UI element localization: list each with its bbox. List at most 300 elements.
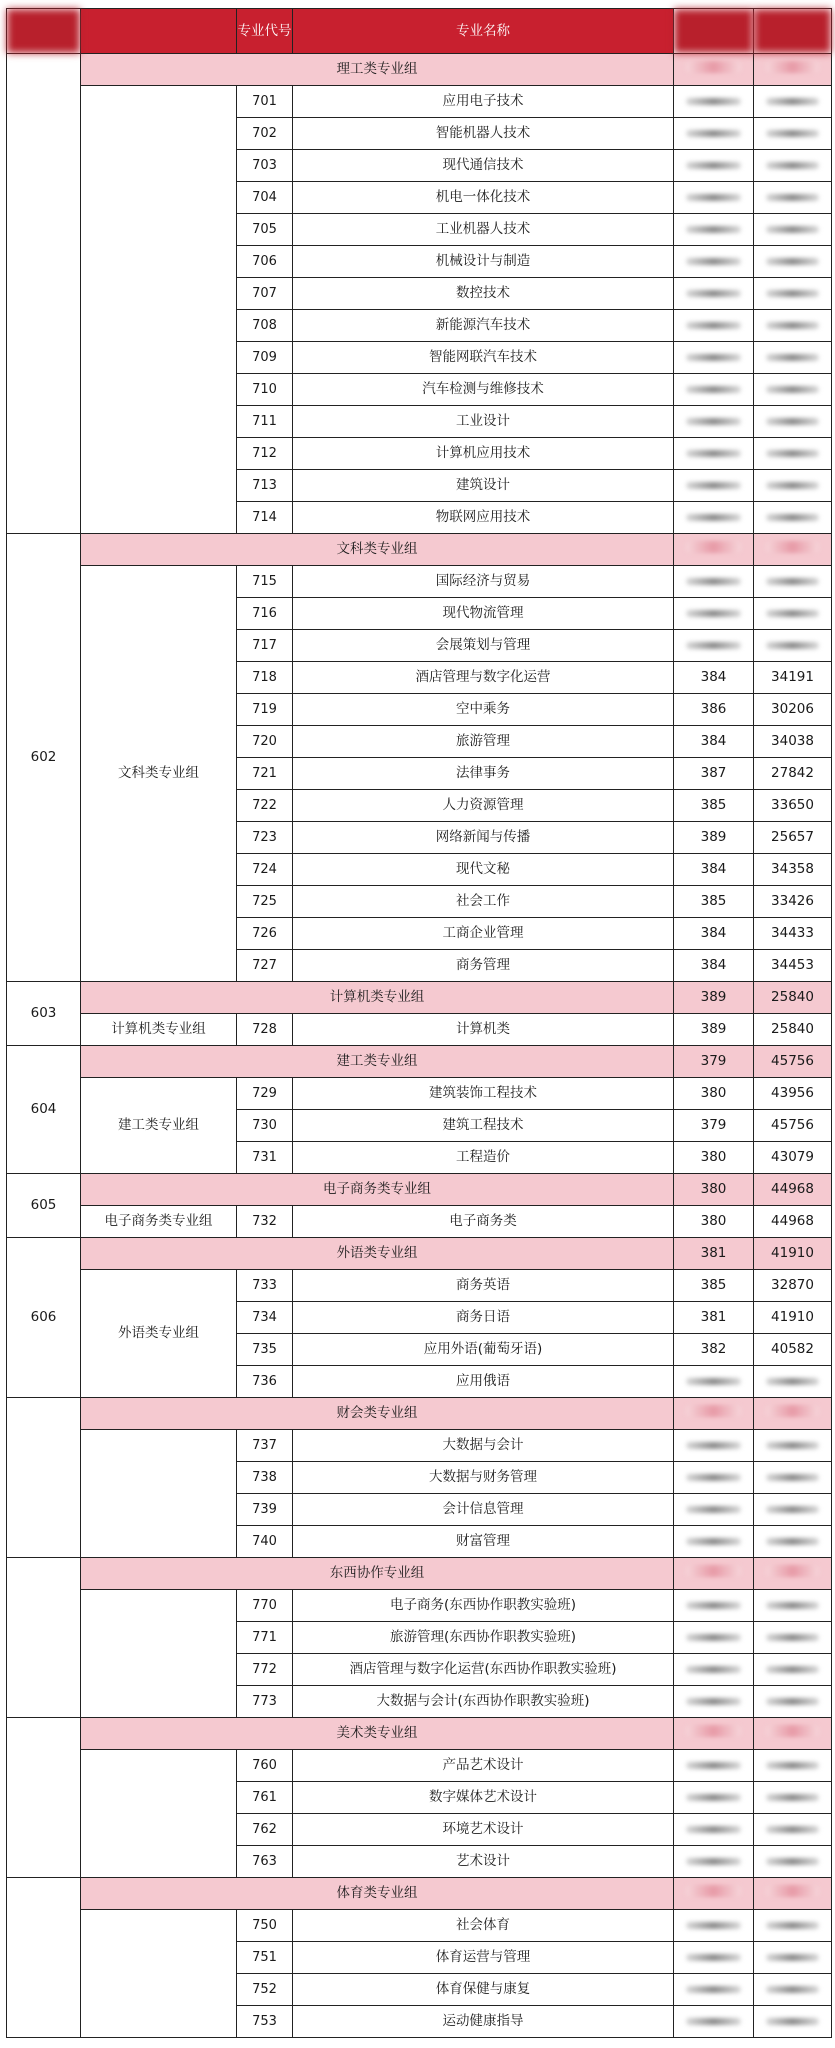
major-min-rank: 45756 (754, 1110, 832, 1142)
major-code: 706 (237, 246, 293, 278)
table-row (7, 1910, 832, 1942)
group-min-score: 379 (674, 1046, 754, 1078)
major-code: 770 (237, 1590, 293, 1622)
major-code: 760 (237, 1750, 293, 1782)
major-min-rank: 34453 (754, 950, 832, 982)
redacted-value-mask (686, 541, 741, 553)
redacted-value-mask (766, 258, 820, 265)
redacted-value-mask (766, 1986, 820, 1993)
redacted-value-mask (686, 1378, 741, 1385)
major-min-score (674, 118, 754, 150)
group-label: 电子商务类专业组 (81, 1206, 237, 1238)
group-min-rank (754, 1878, 832, 1910)
major-min-rank (754, 1686, 832, 1718)
major-min-score (674, 1526, 754, 1558)
major-min-score: 384 (674, 950, 754, 982)
major-name: 机电一体化技术 (293, 182, 674, 214)
group-min-rank (754, 534, 832, 566)
admission-table (6, 8, 832, 2038)
redacted-value-mask (686, 322, 741, 329)
header-row (7, 9, 832, 54)
major-min-score: 389 (674, 822, 754, 854)
major-code: 753 (237, 2006, 293, 2038)
major-code: 722 (237, 790, 293, 822)
redacted-value-mask (686, 354, 741, 361)
major-code: 728 (237, 1014, 293, 1046)
major-min-score: 387 (674, 758, 754, 790)
major-min-score (674, 1590, 754, 1622)
redacted-value-mask (686, 226, 741, 233)
group-id (7, 1558, 81, 1718)
major-min-score (674, 406, 754, 438)
major-code: 752 (237, 1974, 293, 2006)
major-min-score (674, 342, 754, 374)
major-min-score (674, 150, 754, 182)
major-min-rank: 25840 (754, 1014, 832, 1046)
major-name: 会计信息管理 (293, 1494, 674, 1526)
major-name: 建筑装饰工程技术 (293, 1078, 674, 1110)
redacted-value-mask (766, 1762, 820, 1769)
redacted-value-mask (766, 1858, 820, 1865)
major-min-score: 384 (674, 854, 754, 886)
major-code: 707 (237, 278, 293, 310)
group-id (7, 1878, 81, 2038)
group-title: 理工类专业组 (81, 54, 674, 86)
group-header-row (7, 1046, 832, 1078)
redacted-value-mask (686, 258, 741, 265)
major-name: 应用俄语 (293, 1366, 674, 1398)
group-title: 电子商务类专业组 (81, 1174, 674, 1206)
redacted-value-mask (686, 130, 741, 137)
major-name: 环境艺术设计 (293, 1814, 674, 1846)
major-min-rank: 34358 (754, 854, 832, 886)
major-min-rank: 33426 (754, 886, 832, 918)
major-code: 715 (237, 566, 293, 598)
major-name: 人力资源管理 (293, 790, 674, 822)
major-code: 773 (237, 1686, 293, 1718)
redacted-value-mask (686, 1986, 741, 1993)
major-name: 电子商务类 (293, 1206, 674, 1238)
group-label (81, 1750, 237, 1878)
major-min-score (674, 502, 754, 534)
redacted-value-mask (686, 1698, 741, 1705)
major-name: 工业机器人技术 (293, 214, 674, 246)
major-min-score: 380 (674, 1206, 754, 1238)
table-row (7, 1078, 832, 1110)
major-name: 空中乘务 (293, 694, 674, 726)
redacted-value-mask (766, 1954, 820, 1961)
major-min-rank (754, 566, 832, 598)
major-code: 713 (237, 470, 293, 502)
group-header-row (7, 1398, 832, 1430)
major-code: 723 (237, 822, 293, 854)
redacted-value-mask (766, 541, 820, 553)
major-min-score (674, 1846, 754, 1878)
major-name: 物联网应用技术 (293, 502, 674, 534)
major-min-rank: 43079 (754, 1142, 832, 1174)
redacted-value-mask (766, 162, 820, 169)
major-min-rank (754, 278, 832, 310)
major-min-rank (754, 1494, 832, 1526)
redacted-value-mask (766, 1405, 820, 1417)
group-title: 美术类专业组 (81, 1718, 674, 1750)
major-min-rank: 43956 (754, 1078, 832, 1110)
major-min-rank (754, 598, 832, 630)
redacted-value-mask (766, 1698, 820, 1705)
group-min-score (674, 1718, 754, 1750)
major-name: 智能机器人技术 (293, 118, 674, 150)
major-min-rank (754, 182, 832, 214)
major-min-rank (754, 1814, 832, 1846)
major-min-score (674, 310, 754, 342)
major-name: 财富管理 (293, 1526, 674, 1558)
major-min-score (674, 86, 754, 118)
major-name: 国际经济与贸易 (293, 566, 674, 598)
redacted-value-mask (686, 1602, 741, 1609)
major-min-rank (754, 2006, 832, 2038)
redacted-value-mask (686, 290, 741, 297)
redacted-value-mask (686, 642, 741, 649)
major-min-score (674, 566, 754, 598)
group-label: 外语类专业组 (81, 1270, 237, 1398)
major-min-rank (754, 86, 832, 118)
major-name: 旅游管理(东西协作职教实验班) (293, 1622, 674, 1654)
major-code: 734 (237, 1302, 293, 1334)
major-min-rank (754, 1910, 832, 1942)
major-code: 703 (237, 150, 293, 182)
group-header-row (7, 1238, 832, 1270)
major-name: 工商企业管理 (293, 918, 674, 950)
major-min-score: 389 (674, 1014, 754, 1046)
redacted-value-mask (686, 514, 741, 521)
group-min-score (674, 54, 754, 86)
header-group-id (7, 9, 81, 54)
redacted-value-mask (686, 1826, 741, 1833)
major-name: 工程造价 (293, 1142, 674, 1174)
major-code: 772 (237, 1654, 293, 1686)
redacted-value-mask (766, 578, 820, 585)
redacted-value-mask (686, 1858, 741, 1865)
major-min-rank (754, 1654, 832, 1686)
redacted-value-mask (766, 1602, 820, 1609)
redacted-value-mask (766, 1538, 820, 1545)
major-name: 运动健康指导 (293, 2006, 674, 2038)
major-name: 体育保健与康复 (293, 1974, 674, 2006)
redacted-value-mask (766, 61, 820, 73)
major-name: 建筑工程技术 (293, 1110, 674, 1142)
group-min-rank (754, 1718, 832, 1750)
redacted-value-mask (686, 482, 741, 489)
major-min-score (674, 1782, 754, 1814)
major-code: 710 (237, 374, 293, 406)
major-min-rank (754, 630, 832, 662)
group-label: 文科类专业组 (81, 566, 237, 982)
major-min-score (674, 1910, 754, 1942)
group-title: 外语类专业组 (81, 1238, 674, 1270)
group-header-row (7, 1718, 832, 1750)
major-code: 727 (237, 950, 293, 982)
major-name: 计算机应用技术 (293, 438, 674, 470)
major-min-score (674, 1686, 754, 1718)
major-code: 740 (237, 1526, 293, 1558)
major-min-score (674, 1462, 754, 1494)
group-min-score (674, 1878, 754, 1910)
redacted-value-mask (766, 1826, 820, 1833)
major-code: 732 (237, 1206, 293, 1238)
major-code: 709 (237, 342, 293, 374)
major-code: 725 (237, 886, 293, 918)
major-min-rank (754, 118, 832, 150)
redacted-value-mask (686, 98, 741, 105)
major-name: 旅游管理 (293, 726, 674, 758)
major-name: 商务管理 (293, 950, 674, 982)
major-min-score (674, 182, 754, 214)
major-min-rank: 25657 (754, 822, 832, 854)
major-min-score (674, 598, 754, 630)
redacted-value-mask (686, 1634, 741, 1641)
redacted-value-mask (766, 1794, 820, 1801)
major-name: 建筑设计 (293, 470, 674, 502)
group-title: 建工类专业组 (81, 1046, 674, 1078)
group-title: 文科类专业组 (81, 534, 674, 566)
redacted-value-mask (766, 322, 820, 329)
table-row (7, 1750, 832, 1782)
major-min-rank (754, 1526, 832, 1558)
major-name: 工业设计 (293, 406, 674, 438)
major-min-rank: 34191 (754, 662, 832, 694)
group-id: 606 (7, 1238, 81, 1398)
major-min-rank (754, 1974, 832, 2006)
major-name: 商务日语 (293, 1302, 674, 1334)
group-min-rank: 45756 (754, 1046, 832, 1078)
major-name: 机械设计与制造 (293, 246, 674, 278)
major-min-rank: 41910 (754, 1302, 832, 1334)
group-label (81, 1590, 237, 1718)
major-min-rank (754, 470, 832, 502)
redacted-value-mask (766, 1885, 820, 1897)
major-min-score: 382 (674, 1334, 754, 1366)
redacted-value-mask (686, 450, 741, 457)
major-name: 应用外语(葡萄牙语) (293, 1334, 674, 1366)
major-min-score: 379 (674, 1110, 754, 1142)
major-min-score (674, 1942, 754, 1974)
table-row (7, 1014, 832, 1046)
group-label (81, 1910, 237, 2038)
major-min-score: 385 (674, 1270, 754, 1302)
redacted-value-mask (766, 610, 820, 617)
major-min-score: 384 (674, 918, 754, 950)
redacted-value-mask (686, 578, 741, 585)
major-name: 现代通信技术 (293, 150, 674, 182)
redacted-value-mask (686, 1506, 741, 1513)
major-min-score (674, 630, 754, 662)
major-min-rank: 27842 (754, 758, 832, 790)
major-min-rank: 40582 (754, 1334, 832, 1366)
redacted-value-mask (686, 1954, 741, 1961)
group-min-score (674, 1398, 754, 1430)
major-name: 网络新闻与传播 (293, 822, 674, 854)
redacted-value-mask (686, 61, 741, 73)
redacted-value-mask (766, 1474, 820, 1481)
redacted-value-mask (766, 450, 820, 457)
major-name: 体育运营与管理 (293, 1942, 674, 1974)
major-min-rank (754, 342, 832, 374)
major-code: 730 (237, 1110, 293, 1142)
major-name: 社会体育 (293, 1910, 674, 1942)
redacted-value-mask (686, 610, 741, 617)
major-code: 720 (237, 726, 293, 758)
group-label: 计算机类专业组 (81, 1014, 237, 1046)
group-header-row (7, 1174, 832, 1206)
group-id (7, 1398, 81, 1558)
major-code: 733 (237, 1270, 293, 1302)
header-major-name: 专业名称 (293, 9, 674, 54)
group-id: 603 (7, 982, 81, 1046)
major-min-score: 385 (674, 790, 754, 822)
major-code: 763 (237, 1846, 293, 1878)
redacted-value-mask (686, 194, 741, 201)
redacted-value-mask (686, 1922, 741, 1929)
major-name: 大数据与财务管理 (293, 1462, 674, 1494)
major-min-rank (754, 1942, 832, 1974)
redacted-value-mask (766, 98, 820, 105)
major-min-score (674, 278, 754, 310)
major-code: 711 (237, 406, 293, 438)
redacted-value-mask (686, 162, 741, 169)
group-min-rank (754, 54, 832, 86)
major-min-rank (754, 310, 832, 342)
group-header-row (7, 1558, 832, 1590)
redacted-value-mask (766, 642, 820, 649)
group-id (7, 1718, 81, 1878)
major-min-rank (754, 1462, 832, 1494)
major-name: 法律事务 (293, 758, 674, 790)
header-spacer (81, 9, 237, 54)
major-min-rank (754, 1622, 832, 1654)
major-min-score (674, 1430, 754, 1462)
group-header-row (7, 1878, 832, 1910)
major-name: 现代物流管理 (293, 598, 674, 630)
group-min-score (674, 534, 754, 566)
major-min-rank (754, 1846, 832, 1878)
major-name: 社会工作 (293, 886, 674, 918)
major-min-rank (754, 214, 832, 246)
group-min-rank (754, 1398, 832, 1430)
group-id: 604 (7, 1046, 81, 1174)
group-min-score: 381 (674, 1238, 754, 1270)
major-code: 702 (237, 118, 293, 150)
major-min-rank (754, 502, 832, 534)
major-min-rank (754, 1430, 832, 1462)
major-min-rank (754, 1590, 832, 1622)
group-min-score: 389 (674, 982, 754, 1014)
major-min-score (674, 1814, 754, 1846)
redacted-value-mask (766, 1634, 820, 1641)
major-min-score (674, 1622, 754, 1654)
major-min-rank (754, 1366, 832, 1398)
redacted-value-mask (766, 482, 820, 489)
header-min-score (674, 9, 754, 54)
major-min-score (674, 1750, 754, 1782)
major-code: 737 (237, 1430, 293, 1462)
major-min-rank (754, 438, 832, 470)
major-name: 会展策划与管理 (293, 630, 674, 662)
major-code: 762 (237, 1814, 293, 1846)
group-label: 建工类专业组 (81, 1078, 237, 1174)
major-min-rank (754, 246, 832, 278)
group-label (81, 86, 237, 534)
major-min-rank: 34038 (754, 726, 832, 758)
major-min-rank (754, 1750, 832, 1782)
major-min-score (674, 214, 754, 246)
redacted-value-mask (766, 130, 820, 137)
group-label (81, 1430, 237, 1558)
major-name: 智能网联汽车技术 (293, 342, 674, 374)
group-min-score (674, 1558, 754, 1590)
major-min-rank (754, 1782, 832, 1814)
major-min-rank (754, 374, 832, 406)
major-min-rank: 44968 (754, 1206, 832, 1238)
redacted-value-mask (686, 1885, 741, 1897)
major-code: 724 (237, 854, 293, 886)
major-code: 705 (237, 214, 293, 246)
major-code: 717 (237, 630, 293, 662)
major-name: 产品艺术设计 (293, 1750, 674, 1782)
major-name: 计算机类 (293, 1014, 674, 1046)
table-row (7, 1430, 832, 1462)
major-min-score (674, 438, 754, 470)
major-min-rank (754, 406, 832, 438)
major-code: 714 (237, 502, 293, 534)
major-min-rank: 30206 (754, 694, 832, 726)
major-name: 商务英语 (293, 1270, 674, 1302)
major-code: 731 (237, 1142, 293, 1174)
major-min-rank: 34433 (754, 918, 832, 950)
redacted-value-mask (686, 1794, 741, 1801)
group-min-rank: 41910 (754, 1238, 832, 1270)
redacted-value-mask (766, 418, 820, 425)
table-row (7, 1590, 832, 1622)
major-min-score (674, 246, 754, 278)
major-code: 718 (237, 662, 293, 694)
major-min-rank: 32870 (754, 1270, 832, 1302)
redacted-value-mask (766, 194, 820, 201)
major-name: 大数据与会计 (293, 1430, 674, 1462)
redacted-value-mask (766, 1506, 820, 1513)
group-min-rank: 44968 (754, 1174, 832, 1206)
header-major-code: 专业代号 (237, 9, 293, 54)
major-code: 719 (237, 694, 293, 726)
redacted-value-mask (686, 386, 741, 393)
group-header-row (7, 534, 832, 566)
major-min-score (674, 2006, 754, 2038)
major-name: 现代文秘 (293, 854, 674, 886)
redacted-value-mask (686, 1474, 741, 1481)
redacted-value-mask (766, 1378, 820, 1385)
group-title: 财会类专业组 (81, 1398, 674, 1430)
major-min-score: 386 (674, 694, 754, 726)
major-code: 712 (237, 438, 293, 470)
major-code: 704 (237, 182, 293, 214)
group-id: 605 (7, 1174, 81, 1238)
group-min-rank: 25840 (754, 982, 832, 1014)
header-min-rank (754, 9, 832, 54)
major-min-score (674, 374, 754, 406)
major-min-score: 384 (674, 662, 754, 694)
redacted-value-mask (686, 2018, 741, 2025)
major-code: 701 (237, 86, 293, 118)
major-min-score (674, 1366, 754, 1398)
